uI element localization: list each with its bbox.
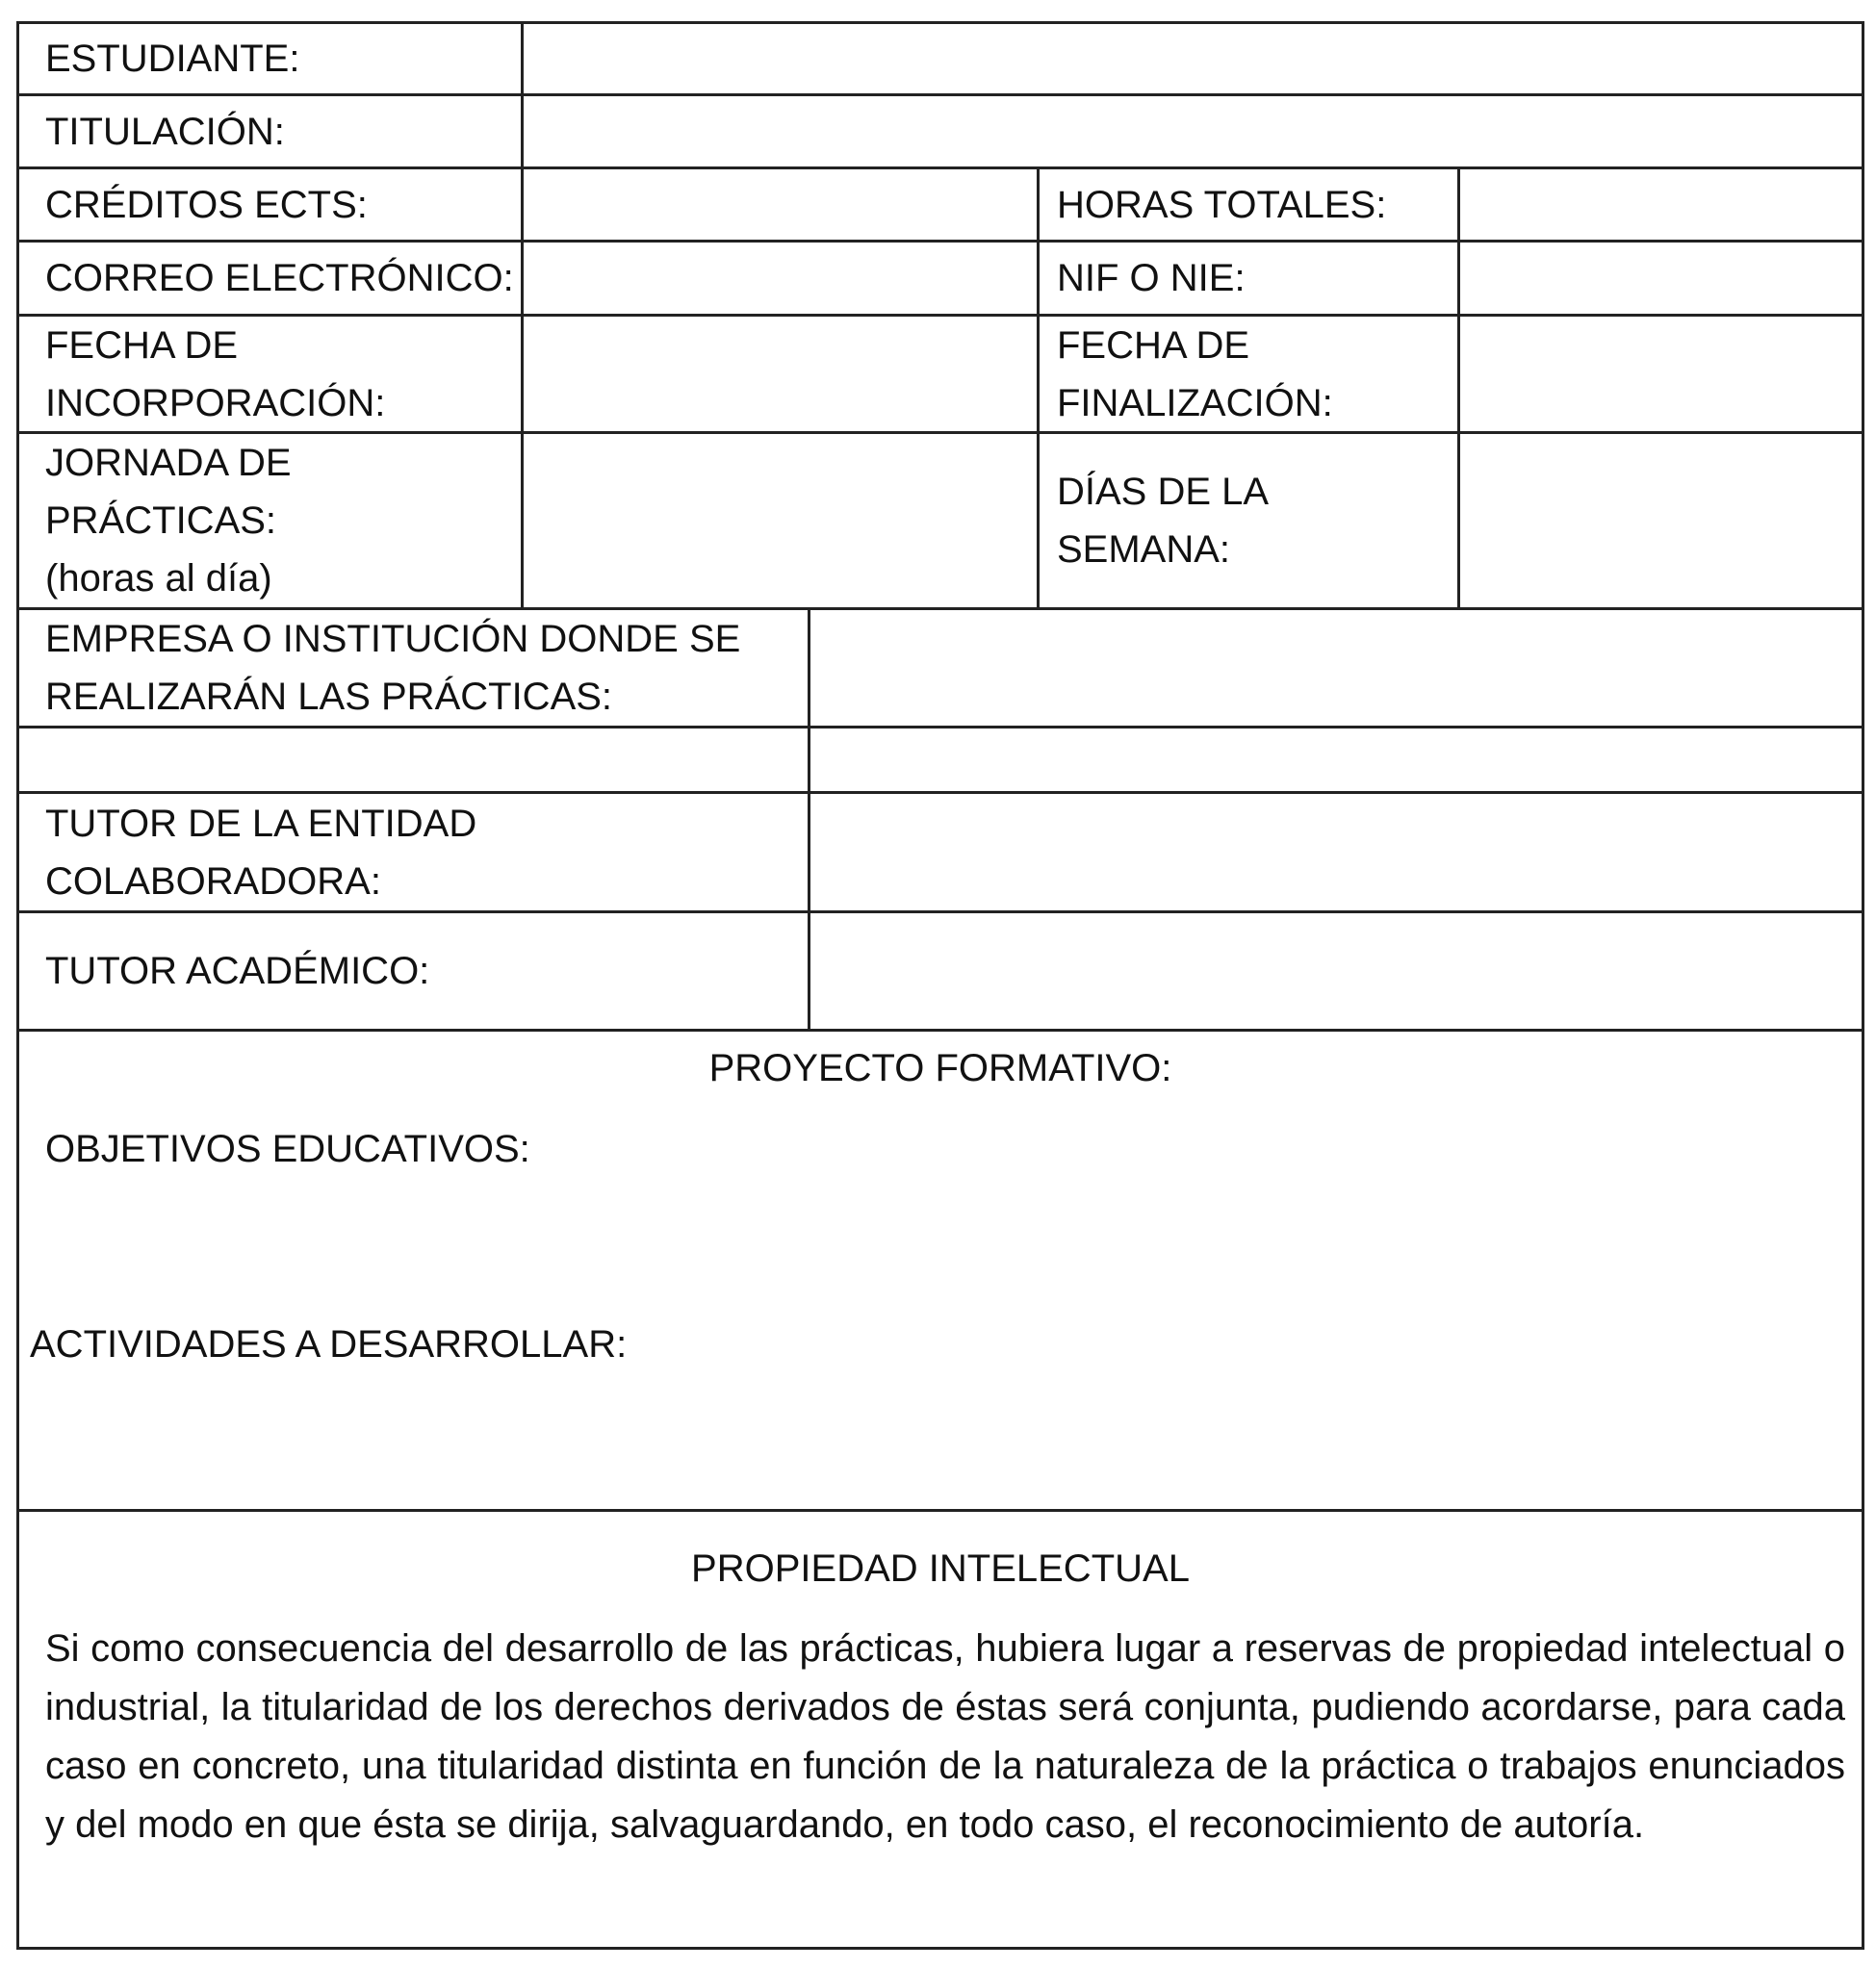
label-fecha-incorporacion: FECHA DE INCORPORACIÓN: xyxy=(45,323,386,424)
titulacion-field[interactable] xyxy=(524,96,1862,166)
correo-field[interactable] xyxy=(524,243,1037,314)
propiedad-intelectual-text: Si como consecuencia del desarrollo de las prácticas, hubiera lugar a reservas de propiedad intelectual o industrial, la titularidad de los derechos derivados de éstas será conjunta, pudiendo acordarse, para cada caso en concreto, una titularidad distinta en función de la naturaleza de la práctica o trabajos enunciados y del modo en que ésta se dirija, salvaguardando, en todo caso, el reconocimiento de autoría. xyxy=(45,1627,1845,1846)
label-jornada-units: (horas al día) xyxy=(45,557,272,600)
practicas-form xyxy=(16,21,1864,1950)
empresa-extra-label-field[interactable] xyxy=(19,728,808,791)
label-empresa: EMPRESA O INSTITUCIÓN DONDE SE REALIZARÁN LAS PRÁCTICAS: xyxy=(45,618,741,718)
row-divider xyxy=(16,1509,1864,1512)
row-divider xyxy=(16,1029,1864,1032)
empresa-extra-field[interactable] xyxy=(810,728,1862,791)
proyecto-formativo-title: PROYECTO FORMATIVO: xyxy=(708,1047,1172,1089)
label-nif: NIF O NIE: xyxy=(1057,257,1246,299)
label-tutor-academico: TUTOR ACADÉMICO: xyxy=(45,950,430,992)
actividades-field[interactable] xyxy=(19,1376,1862,1506)
border-right xyxy=(1862,21,1864,1950)
label-actividades: ACTIVIDADES A DESARROLLAR: xyxy=(30,1323,628,1366)
label-dias-semana: DÍAS DE LA SEMANA: xyxy=(1057,471,1267,571)
label-objetivos: OBJETIVOS EDUCATIVOS: xyxy=(45,1128,530,1170)
label-estudiante: ESTUDIANTE: xyxy=(45,38,300,80)
estudiante-field[interactable] xyxy=(524,24,1862,93)
label-correo: CORREO ELECTRÓNICO: xyxy=(45,257,514,299)
label-horas-totales: HORAS TOTALES: xyxy=(1057,183,1387,226)
label-creditos: CRÉDITOS ECTS: xyxy=(45,183,368,226)
propiedad-intelectual-title: PROPIEDAD INTELECTUAL xyxy=(691,1547,1190,1590)
tutor-academico-field[interactable] xyxy=(810,913,1862,1029)
creditos-field[interactable] xyxy=(524,169,1037,240)
border-bottom xyxy=(16,1947,1864,1950)
fecha-incorporacion-field[interactable] xyxy=(524,317,1037,431)
fecha-finalizacion-field[interactable] xyxy=(1460,317,1862,431)
label-tutor-entidad: TUTOR DE LA ENTIDAD COLABORADORA: xyxy=(45,802,477,903)
dias-semana-field[interactable] xyxy=(1460,434,1862,607)
empresa-field[interactable] xyxy=(810,610,1862,726)
jornada-field[interactable] xyxy=(524,434,1037,607)
nif-field[interactable] xyxy=(1460,243,1862,314)
label-jornada xyxy=(16,434,421,607)
horas-totales-field[interactable] xyxy=(1460,169,1862,240)
label-jornada-title: JORNADA DE PRÁCTICAS: xyxy=(45,442,292,542)
label-titulacion: TITULACIÓN: xyxy=(45,110,285,153)
tutor-entidad-field[interactable] xyxy=(810,794,1862,910)
objetivos-field[interactable] xyxy=(19,1181,1862,1306)
label-fecha-finalizacion: FECHA DE FINALIZACIÓN: xyxy=(1057,323,1333,424)
